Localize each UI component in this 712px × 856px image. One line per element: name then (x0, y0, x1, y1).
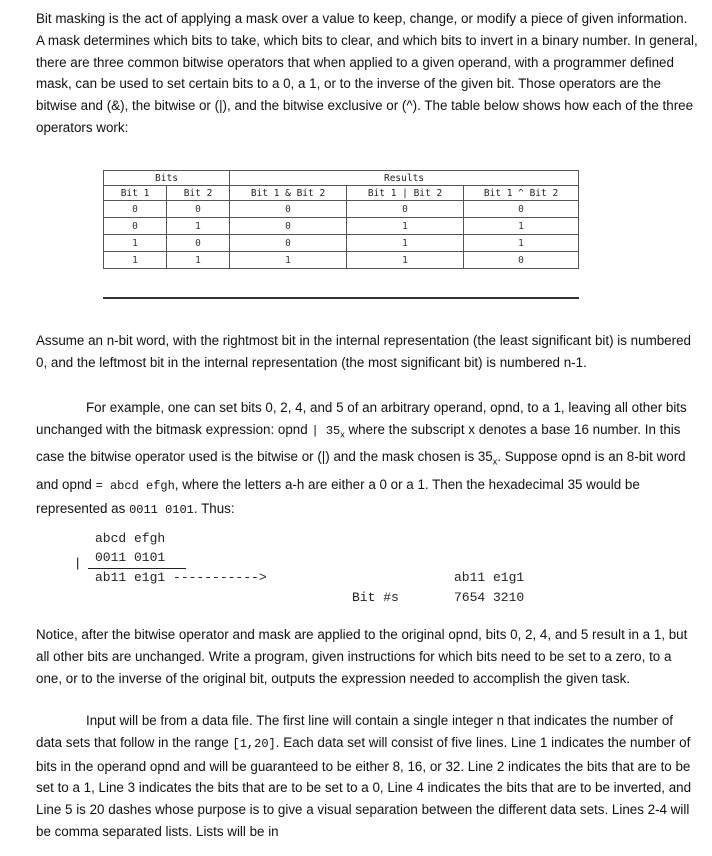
result-bits: ab11 e1g1 (454, 570, 525, 585)
example-text: , where the letters a-h are either a 0 or a 1. Then the hexadecimal 35 would be represented as (36, 476, 640, 516)
group-header-results: Results (230, 171, 579, 186)
column-header: Bit 1 & Bit 2 (230, 186, 347, 201)
column-header: Bit 1 ^ Bit 2 (464, 186, 579, 201)
example-text: . Thus: (193, 500, 235, 516)
table-cell: 1 (167, 218, 230, 235)
table-cell: 1 (347, 252, 464, 269)
bit-numbers-label: Bit #s (352, 590, 399, 605)
table-cell: 0 (464, 201, 579, 218)
table-cell: 0 (104, 201, 167, 218)
column-header: Bit 1 | Bit 2 (347, 186, 464, 201)
table-bottom-rule (103, 293, 579, 299)
subscript-x: x (340, 429, 345, 440)
table-cell: 0 (347, 201, 464, 218)
operation-underline (88, 568, 186, 569)
table-cell: 0 (104, 218, 167, 235)
task-paragraph: Notice, after the bitwise operator and mask are applied to the original opnd, bits 0, 2, 4, and 5 result in a 1, but all other bits are unchanged. Write a program, given instructions for which bits need to be set to a zero, to a one, or to the inverse of the original bit, outputs the expression needed to accomplish the given task. (36, 627, 688, 686)
bit-positions: 7654 3210 (454, 590, 525, 605)
example-paragraph (36, 397, 698, 521)
group-header-bits: Bits (104, 171, 230, 186)
table-header-row (104, 186, 579, 201)
input-text: . Each data set will consist of five lines. Line 1 indicates the number of bits in the operand opnd and will be guaranteed to be either 8, 16, or 32. Line 2 indicates the bits that are to be set to a 1, Line 3 indicates the bits that are to be set to a 0, Line 4 indicates the bits that are to be inverted, and Line 5 is 20 dashes whose purpose is to give a visual separation between the different data sets. Lines 2-4 will be comma separated lists. Lists will be in (36, 734, 692, 839)
bitwise-operators-table (103, 170, 579, 298)
or-operator-symbol: | (76, 555, 80, 570)
table-row (104, 235, 579, 252)
table-cell: 0 (230, 201, 347, 218)
table-cell: 1 (347, 218, 464, 235)
intro-paragraph: Bit masking is the act of applying a mask over a value to keep, change, or modify a piece of given information. A mask determines which bits to take, which bits to clear, and which bits to invert in a binary number. In general, there are three common bitwise operators that when applied to a given operand, with a programmer defined mask, can be used to set certain bits to a 0, a 1, or to the inverse of the given bit. Those operators are the bitwise and (&), the bitwise or (|), and the bitwise exclusive or (^). The table below shows how each of the three operators work: (36, 11, 698, 135)
table-cell: 1 (167, 252, 230, 269)
operand-line: abcd efgh (95, 531, 166, 546)
table-cell: 1 (104, 252, 167, 269)
opnd-definition: = abcd efgh (95, 478, 175, 493)
table-cell: 0 (167, 235, 230, 252)
column-header: Bit 1 (104, 186, 167, 201)
example-text: For example, one can set bits 0, 2, 4, and 5 of an arbitrary operand, opnd, to a 1, leaving all other bits unchanged with the bitmask expression: opnd (36, 400, 687, 437)
example-text: where the subscript x denotes a base 16 number. In this case the bitwise operator used is the bitwise or (|) and the mask chosen is 35 (36, 421, 681, 465)
word-numbering-paragraph: Assume an n-bit word, with the rightmost bit in the internal representation (the least significant bit) is numbered 0, and the leftmost bit in the internal representation (the most significant bit) is numbered n-1. (36, 333, 691, 370)
table-row (104, 252, 579, 269)
input-paragraph (36, 710, 698, 843)
table-cell: 1 (104, 235, 167, 252)
hex-binary-value: 0011 0101 (129, 502, 194, 517)
mask-line: 0011 0101 (95, 550, 166, 565)
table-cell: 1 (464, 235, 579, 252)
table-cell: 0 (230, 218, 347, 235)
table-cell: 1 (464, 218, 579, 235)
table-cell: 1 (347, 235, 464, 252)
table-row (104, 201, 579, 218)
input-text: Input will be from a data file. The first line will contain a single integer n that indicates the number of data sets that follow in the range (36, 713, 674, 750)
table-cell: 0 (464, 252, 579, 269)
table-group-header-row (104, 171, 579, 186)
example-text: . Suppose opnd is an 8-bit word and opnd (36, 449, 686, 492)
table-row (104, 218, 579, 235)
table-cell: 0 (167, 201, 230, 218)
result-line-with-arrow: ab11 e1g1 -----------> (95, 570, 267, 585)
range-value: [1,20] (232, 736, 276, 751)
table-cell: 0 (230, 235, 347, 252)
subscript-x: x (492, 456, 498, 467)
bitmask-expression: | 35 (311, 423, 341, 438)
column-header: Bit 2 (167, 186, 230, 201)
table-cell: 1 (230, 252, 347, 269)
